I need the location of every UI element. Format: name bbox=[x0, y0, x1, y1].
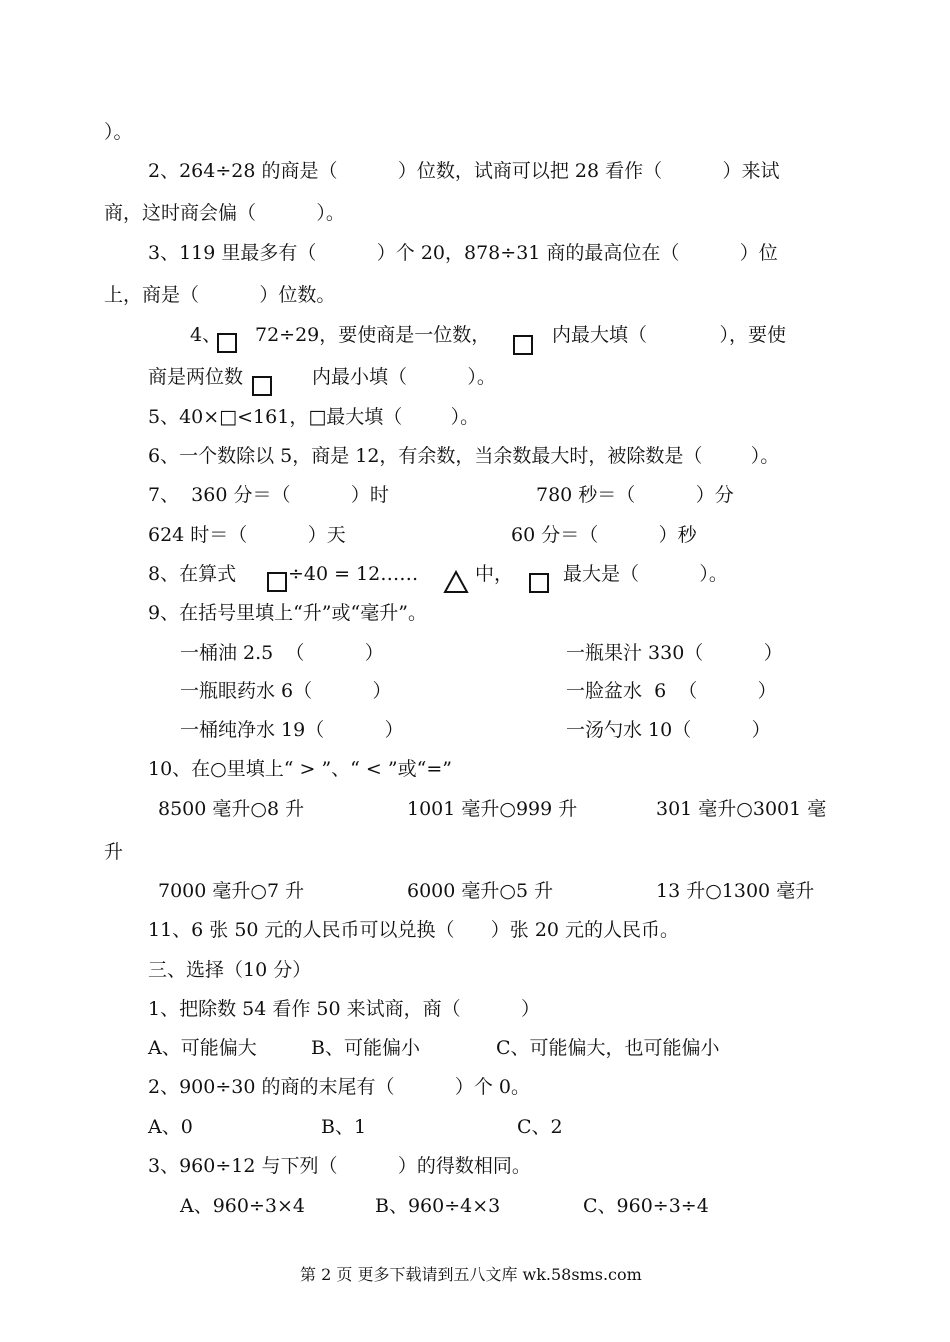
choice-option: A、0 bbox=[148, 1116, 193, 1138]
blank-box-icon bbox=[267, 572, 287, 592]
question-10-item: 13 升○1300 毫升 bbox=[656, 880, 815, 902]
question-8-expression: ÷40 = 12…… bbox=[288, 563, 419, 585]
blank-box-icon bbox=[529, 573, 549, 593]
question-3-line-1: 3、119 里最多有（ ）个 20，878÷31 商的最高位在（ ）位 bbox=[148, 242, 778, 264]
question-2-line-1: 2、264÷28 的商是（ ）位数，试商可以把 28 看作（ ）来试 bbox=[148, 160, 780, 182]
question-5: 5、40×□<161，□最大填（ ）。 bbox=[148, 406, 480, 428]
question-4-label: 4、 bbox=[190, 324, 222, 346]
choice-option: B、可能偏小 bbox=[311, 1037, 420, 1059]
question-9-item: 一桶油 2.5 （ ） bbox=[180, 642, 384, 664]
question-10-item: 7000 毫升○7 升 bbox=[158, 880, 305, 902]
question-8-tail: 最大是（ ）。 bbox=[563, 563, 728, 585]
question-6: 6、一个数除以 5，商是 12，有余数，当余数最大时，被除数是（ ）。 bbox=[148, 445, 780, 467]
question-2-line-2: 商，这时商会偏（ ）。 bbox=[104, 202, 345, 224]
question-7-b1: 624 时＝（ ）天 bbox=[148, 524, 346, 546]
question-4-line-2b: 内最小填（ ）。 bbox=[312, 366, 496, 388]
question-10-item: 1001 毫升○999 升 bbox=[407, 798, 578, 820]
choice-question-2: 2、900÷30 的商的末尾有（ ）个 0。 bbox=[148, 1076, 531, 1098]
choice-option: C、可能偏大，也可能偏小 bbox=[496, 1037, 720, 1059]
question-9-item: 一瓶果汁 330（ ） bbox=[566, 642, 783, 664]
blank-box-icon bbox=[513, 335, 533, 355]
question-3-line-2: 上，商是（ ）位数。 bbox=[104, 284, 336, 306]
question-8-text: 中， bbox=[475, 563, 514, 585]
section-heading: 三、选择（10 分） bbox=[148, 959, 312, 981]
choice-option: A、可能偏大 bbox=[148, 1037, 257, 1059]
question-10-wrap: 升 bbox=[104, 841, 124, 863]
choice-question-1: 1、把除数 54 看作 50 来试商，商（ ） bbox=[148, 998, 540, 1020]
question-9-item: 一汤勺水 10（ ） bbox=[566, 719, 771, 741]
choice-option: C、960÷3÷4 bbox=[583, 1195, 709, 1217]
question-9-item: 一瓶眼药水 6（ ） bbox=[180, 680, 392, 702]
question-9: 9、在括号里填上“升”或“毫升”。 bbox=[148, 602, 427, 624]
question-4-text-1: 72÷29，要使商是一位数， bbox=[255, 324, 491, 346]
choice-option: A、960÷3×4 bbox=[180, 1195, 306, 1217]
question-4-line-2a: 商是两位数 bbox=[148, 366, 244, 388]
page-footer: 第 2 页 更多下载请到五八文库 wk.58sms.com bbox=[300, 1265, 642, 1284]
question-4-text-2: 内最大填（ ），要使 bbox=[552, 324, 786, 346]
question-9-item: 一脸盆水 6 （ ） bbox=[566, 680, 777, 702]
question-10-item: 8500 毫升○8 升 bbox=[158, 798, 305, 820]
text-line: ）。 bbox=[104, 121, 133, 143]
question-8-label: 8、在算式 bbox=[148, 563, 237, 585]
blank-box-icon bbox=[252, 376, 272, 396]
question-7-a2: 780 秒＝（ ）分 bbox=[536, 484, 734, 506]
question-7-a1: 7、 360 分＝（ ）时 bbox=[148, 484, 389, 506]
question-7-b2: 60 分＝（ ）秒 bbox=[511, 524, 697, 546]
question-10-item: 6000 毫升○5 升 bbox=[407, 880, 554, 902]
question-10: 10、在○里填上“ > ”、“ < ”或“=” bbox=[148, 758, 452, 780]
question-9-item: 一桶纯净水 19（ ） bbox=[180, 719, 404, 741]
blank-box-icon bbox=[217, 333, 237, 353]
choice-question-3: 3、960÷12 与下列（ ）的得数相同。 bbox=[148, 1155, 531, 1177]
question-11: 11、6 张 50 元的人民币可以兑换（ ）张 20 元的人民币。 bbox=[148, 919, 680, 941]
choice-option: B、1 bbox=[321, 1116, 367, 1138]
choice-option: B、960÷4×3 bbox=[375, 1195, 501, 1217]
choice-option: C、2 bbox=[517, 1116, 563, 1138]
question-10-item: 301 毫升○3001 毫 bbox=[656, 798, 827, 820]
